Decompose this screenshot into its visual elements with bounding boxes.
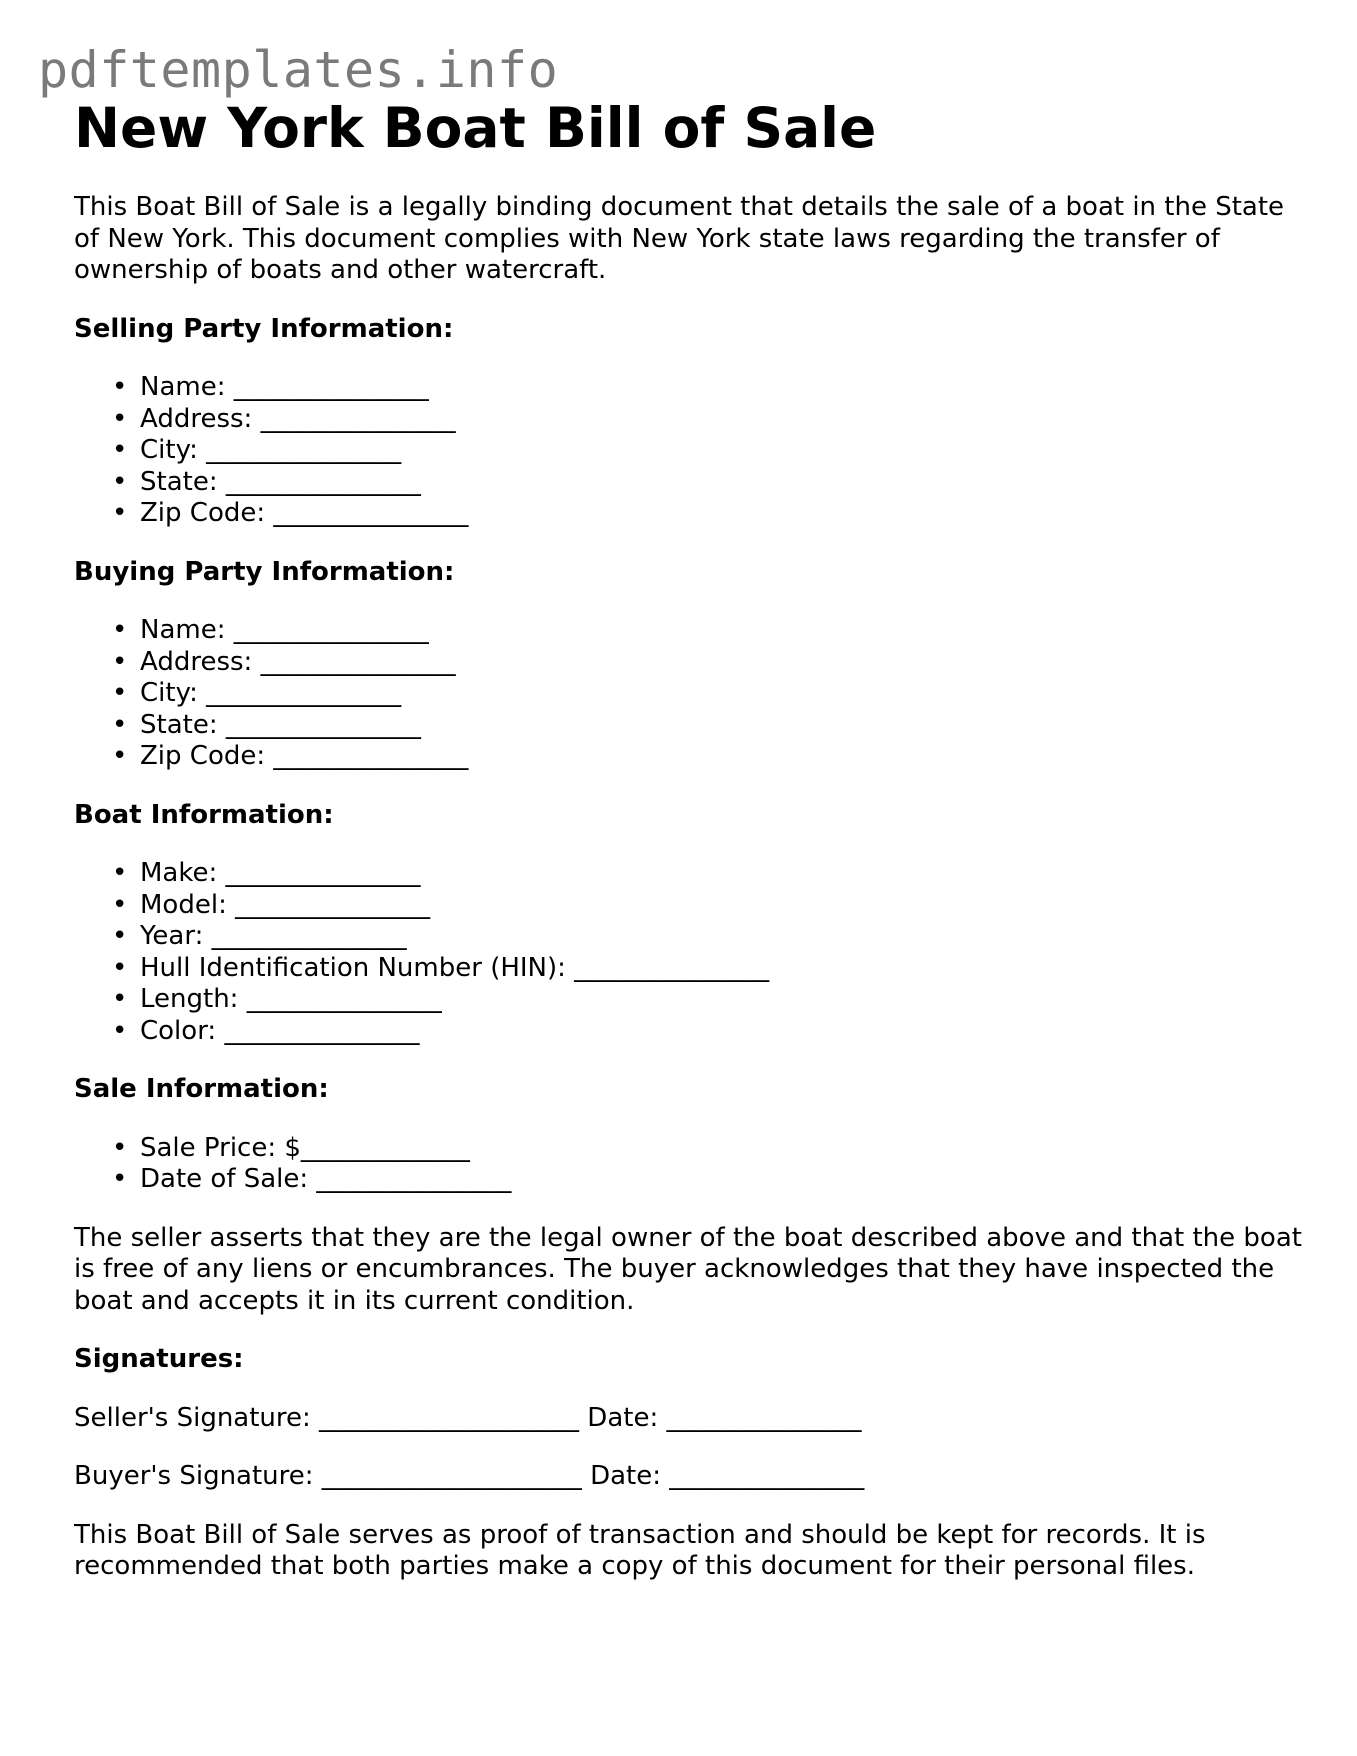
field-label: Zip Code: _______________: [140, 741, 469, 771]
field-label: Color: _______________: [140, 1015, 420, 1046]
buying-party-list: [74, 615, 1304, 773]
buying-party-heading: Buying Party Information:: [74, 556, 455, 587]
list-item: [112, 741, 1304, 773]
list-item: [112, 646, 1304, 679]
list-item: [112, 1164, 1304, 1196]
list-item: [112, 709, 1304, 742]
bullet-icon: •: [112, 1164, 128, 1194]
bullet-icon: •: [112, 466, 128, 497]
field-label: Zip Code: _______________: [140, 498, 469, 528]
bullet-icon: •: [112, 889, 128, 920]
bullet-icon: •: [112, 921, 128, 951]
boat-info-heading: Boat Information:: [74, 799, 334, 830]
list-item: [112, 372, 1304, 404]
list-item: [112, 678, 1304, 710]
field-label: Sale Price: $_____________: [140, 1132, 470, 1163]
field-label: Year: _______________: [140, 921, 407, 951]
field-label: State: _______________: [140, 466, 421, 497]
bullet-icon: •: [112, 646, 128, 677]
watermark: pdftemplates.info: [38, 41, 559, 99]
list-item: [112, 466, 1304, 499]
list-item: [112, 403, 1304, 436]
list-item: [112, 921, 1304, 953]
bullet-icon: •: [112, 615, 128, 645]
assertion-paragraph: The seller asserts that they are the legal owner of the boat described above and that the boat is free of any liens or encumbrances. The buyer acknowledges that they have inspected the boat and accepts it in its current condition.: [74, 1222, 1302, 1316]
list-item: [112, 858, 1304, 890]
field-label: City: _______________: [140, 678, 402, 708]
bullet-icon: •: [112, 1015, 128, 1046]
selling-party-heading: Selling Party Information:: [74, 313, 454, 344]
list-item: [112, 1132, 1304, 1165]
list-item: [112, 889, 1304, 922]
field-label: Date of Sale: _______________: [140, 1164, 512, 1194]
page-title: New York Boat Bill of Sale: [74, 96, 877, 160]
bullet-icon: •: [112, 984, 128, 1014]
sale-info-list: [74, 1133, 1304, 1196]
signatures-heading: Signatures:: [74, 1344, 244, 1374]
bullet-icon: •: [112, 372, 128, 402]
field-label: Length: _______________: [140, 984, 442, 1014]
list-item: [112, 1015, 1304, 1048]
bullet-icon: •: [112, 678, 128, 708]
footer-paragraph: This Boat Bill of Sale serves as proof of transaction and should be kept for records. It is recommended that both parties make a copy of this document for their personal files.: [74, 1519, 1206, 1581]
bullet-icon: •: [112, 1132, 128, 1163]
bullet-icon: •: [112, 435, 128, 465]
document-page: [74, 95, 1304, 1583]
field-label: Name: _______________: [140, 615, 429, 645]
bullet-icon: •: [112, 858, 128, 888]
buyer-signature-line: Buyer's Signature: ____________________ Date: _______________: [74, 1461, 865, 1491]
field-label: Address: _______________: [140, 646, 456, 677]
field-label: Address: _______________: [140, 403, 456, 434]
bullet-icon: •: [112, 741, 128, 771]
boat-info-list: [74, 858, 1304, 1047]
seller-signature-line: Seller's Signature: ____________________ Date: _______________: [74, 1402, 862, 1433]
list-item: [112, 952, 1304, 985]
field-label: City: _______________: [140, 435, 402, 465]
field-label: State: _______________: [140, 709, 421, 740]
bullet-icon: •: [112, 403, 128, 434]
field-label: Name: _______________: [140, 372, 429, 402]
list-item: [112, 498, 1304, 530]
sale-info-heading: Sale Information:: [74, 1074, 329, 1104]
selling-party-list: [74, 372, 1304, 530]
list-item: [112, 984, 1304, 1016]
list-item: [112, 615, 1304, 647]
field-label: Hull Identification Number (HIN): _______________: [140, 952, 770, 983]
bullet-icon: •: [112, 709, 128, 740]
bullet-icon: •: [112, 952, 128, 983]
intro-paragraph: This Boat Bill of Sale is a legally binding document that details the sale of a boat in the State of New York. This document complies with New York state laws regarding the transfer of ownership of boats and other watercraft.: [74, 192, 1285, 285]
list-item: [112, 435, 1304, 467]
field-label: Model: _______________: [140, 889, 431, 920]
field-label: Make: _______________: [140, 858, 421, 888]
bullet-icon: •: [112, 498, 128, 528]
